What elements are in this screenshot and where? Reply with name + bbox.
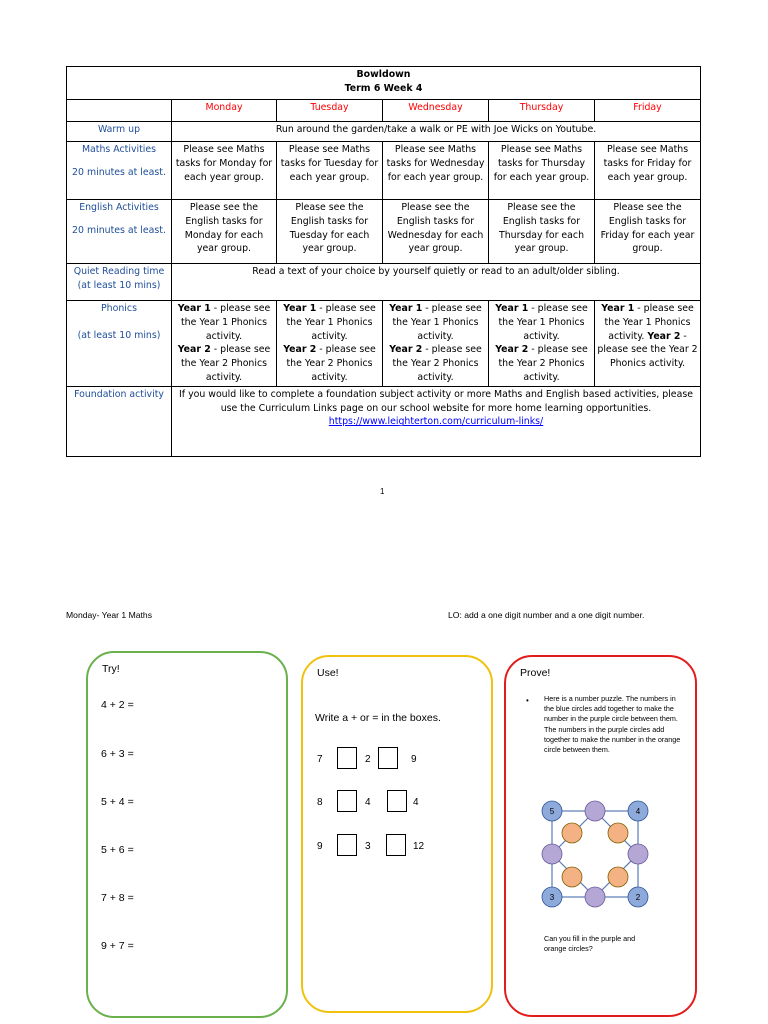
phonics-duration: (at least 10 mins) (77, 329, 161, 341)
sum-3: 5 + 4 = (101, 796, 134, 808)
number: 8 (317, 797, 323, 808)
corner-value: 3 (549, 893, 555, 902)
maths-wednesday: Please see Maths tasks for Wednesday for each year group. (383, 142, 489, 200)
sum-6: 9 + 7 = (101, 940, 134, 952)
answer-box[interactable] (337, 834, 357, 856)
orange-circle[interactable] (608, 867, 628, 887)
answer-box[interactable] (378, 747, 398, 769)
number: 2 (365, 754, 371, 765)
use-instruction: Write a + or = in the boxes. (315, 712, 441, 724)
prove-title: Prove! (520, 667, 551, 679)
number: 9 (411, 754, 417, 765)
day-wednesday: Wednesday (383, 100, 489, 122)
orange-circle[interactable] (562, 823, 582, 843)
english-duration: 20 minutes at least. (72, 224, 166, 236)
sum-5: 7 + 8 = (101, 892, 134, 904)
number: 3 (365, 841, 371, 852)
warm-up-text: Run around the garden/take a walk or PE with Joe Wicks on Youtube. (172, 122, 701, 142)
purple-circle[interactable] (628, 844, 648, 864)
answer-box[interactable] (337, 747, 357, 769)
try-title: Try! (102, 663, 120, 675)
corner-value: 4 (635, 807, 641, 816)
foundation-cell (172, 386, 701, 456)
day-thursday: Thursday (489, 100, 595, 122)
day-friday: Friday (595, 100, 701, 122)
number: 9 (317, 841, 323, 852)
maths-tuesday: Please see Maths tasks for Tuesday for each year group. (277, 142, 383, 200)
reading-text: Read a text of your choice by yourself quietly or read to an adult/older sibling. (172, 264, 701, 301)
purple-circle[interactable] (585, 801, 605, 821)
number: 4 (365, 797, 371, 808)
use-box (301, 655, 493, 1013)
answer-box[interactable] (337, 790, 357, 812)
sum-1: 4 + 2 = (101, 699, 134, 711)
prove-box (504, 655, 697, 1017)
use-title: Use! (317, 667, 339, 679)
phonics-tuesday: Year 1 - please see the Year 1 Phonics activity. Year 2 - please see the Year 2 Phonics activity. (277, 301, 383, 387)
timetable-header (67, 67, 701, 100)
phonics-label: Phonics (101, 303, 137, 314)
maths-duration: 20 minutes at least. (72, 166, 166, 178)
english-label-cell (67, 200, 172, 264)
reading-label: Quiet Reading time (at least 10 mins) (67, 264, 172, 301)
learning-objective: LO: add a one digit number and a one digit number. (448, 610, 645, 620)
purple-circle[interactable] (542, 844, 562, 864)
sum-4: 5 + 6 = (101, 844, 134, 856)
english-wednesday: Please see the English tasks for Wednesday for each year group. (383, 200, 489, 264)
puzzle-question: Can you fill in the purple and orange circles? (544, 934, 636, 953)
orange-circle[interactable] (562, 867, 582, 887)
worksheet-title: Monday- Year 1 Maths (66, 610, 152, 620)
corner-value: 2 (635, 893, 641, 902)
english-friday: Please see the English tasks for Friday for each year group. (595, 200, 701, 264)
day-tuesday: Tuesday (277, 100, 383, 122)
answer-box[interactable] (386, 834, 406, 856)
maths-label: Maths Activities (81, 144, 157, 155)
orange-circle[interactable] (608, 823, 628, 843)
english-label: English Activities (79, 202, 159, 213)
puzzle-description: Here is a number puzzle. The numbers in the blue circles add together to make the number in the purple circle between them. The numbers in the purple circles add together to make the number in the orange circle between them. (544, 694, 681, 755)
maths-friday: Please see Maths tasks for Friday for each year group. (595, 142, 701, 200)
school-name: Bowldown (356, 69, 411, 80)
phonics-wednesday: Year 1 - please see the Year 1 Phonics activity. Year 2 - please see the Year 2 Phonics activity. (383, 301, 489, 387)
term-week: Term 6 Week 4 (344, 82, 423, 94)
maths-thursday: Please see Maths tasks for Thursday for each year group. (489, 142, 595, 200)
english-thursday: Please see the English tasks for Thursday for each year group. (489, 200, 595, 264)
bullet-icon: • (526, 696, 529, 705)
phonics-thursday: Year 1 - please see the Year 1 Phonics activity. Year 2 - please see the Year 2 Phonics activity. (489, 301, 595, 387)
purple-circle[interactable] (585, 887, 605, 907)
maths-monday: Please see Maths tasks for Monday for each year group. (172, 142, 277, 200)
sum-2: 6 + 3 = (101, 748, 134, 760)
corner-cell (67, 100, 172, 122)
number-puzzle-diagram (534, 793, 658, 915)
phonics-friday: Year 1 - please see the Year 1 Phonics activity. Year 2 - please see the Year 2 Phonics activity. (595, 301, 701, 387)
corner-value: 5 (549, 807, 555, 816)
maths-label-cell (67, 142, 172, 200)
english-tuesday: Please see the English tasks for Tuesday for each year group. (277, 200, 383, 264)
english-monday: Please see the English tasks for Monday for each year group. (172, 200, 277, 264)
day-monday: Monday (172, 100, 277, 122)
warm-up-label: Warm up (67, 122, 172, 142)
number: 7 (317, 754, 323, 765)
foundation-label: Foundation activity (67, 386, 172, 456)
foundation-text: If you would like to complete a foundation subject activity or more Maths and English based activities, please use the Curriculum Links page on our school website for more home learning opportunities. (179, 388, 693, 414)
page-number: 1 (380, 487, 385, 496)
number: 12 (413, 841, 425, 852)
phonics-label-cell (67, 301, 172, 387)
answer-box[interactable] (387, 790, 407, 812)
weekly-timetable (66, 66, 701, 457)
phonics-monday: Year 1 - please see the Year 1 Phonics activity. Year 2 - please see the Year 2 Phonics activity. (172, 301, 277, 387)
try-box (86, 651, 288, 1018)
curriculum-links-link[interactable]: https://www.leighterton.com/curriculum-links/ (328, 416, 544, 428)
number: 4 (413, 797, 419, 808)
